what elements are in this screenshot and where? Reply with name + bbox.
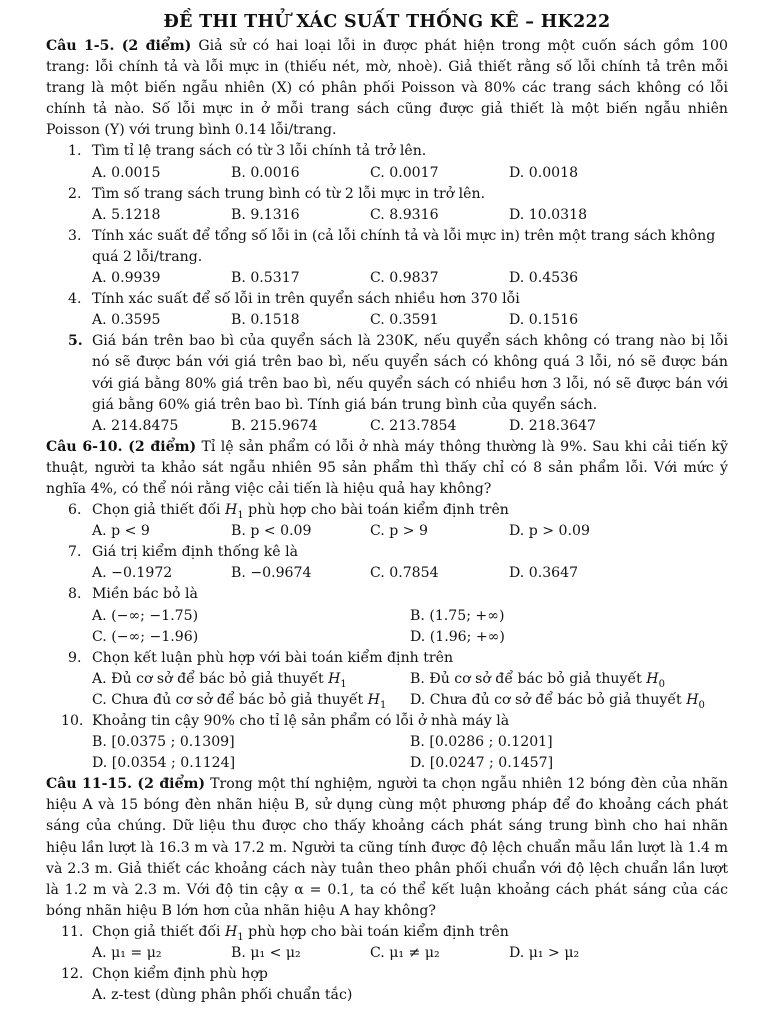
question-number: 9.	[68, 649, 82, 666]
option-a-text: A. Đủ cơ sở để bác bỏ giả thuyết	[92, 670, 329, 687]
question-5	[46, 331, 728, 415]
question-6	[46, 500, 728, 521]
hypothesis-symbol: H	[686, 691, 699, 708]
option-a: A. −0.1972	[92, 565, 173, 582]
question-text: Khoảng tin cậy 90% cho tỉ lệ sản phẩm có lỗi ở nhà máy là	[92, 713, 510, 729]
option-d: D. 0.0018	[509, 164, 579, 181]
question-text: Chọn kiểm định phù hợp	[92, 966, 268, 983]
question-number: 10.	[61, 713, 84, 729]
page-title: ĐỀ THI THỬ XÁC SUẤT THỐNG KÊ – HK222	[163, 12, 611, 32]
section-3-heading: Câu 11-15. (2 điểm)	[46, 776, 206, 793]
question-number: 3.	[68, 227, 82, 244]
option-b: B. 0.1518	[231, 312, 300, 329]
section-2-intro	[46, 437, 728, 500]
hypothesis-symbol: H	[225, 923, 238, 940]
option-c: C. 0.3591	[370, 312, 439, 329]
option-b	[410, 669, 728, 690]
option-d: D. p > 0.09	[509, 523, 590, 540]
question-7	[46, 542, 728, 563]
question-text: Chọn kết luận phù hợp với bài toán kiểm định trên	[92, 649, 454, 666]
section-2-text: Tỉ lệ sản phẩm có lỗi ở nhà máy thông thường là 9%. Sau khi cải tiến kỹ thuật, người ta khảo sát ngẫu nhiên 95 sản phẩm thì thấy chỉ có 8 sản phẩm lỗi. Với mức ý nghĩa 4%, có thể nói rằng việc cải tiến là hiệu quả hay không?	[46, 438, 728, 497]
hypothesis-subscript: 0	[658, 678, 665, 690]
question-11-options	[46, 943, 728, 964]
question-6-options	[46, 521, 728, 542]
question-4	[46, 289, 728, 310]
option-a: A. 5.1218	[92, 206, 161, 223]
hypothesis-subscript: 1	[379, 699, 387, 711]
question-5-options	[46, 416, 728, 437]
question-9-options-row-1	[46, 669, 728, 690]
section-1-heading: Câu 1-5. (2 điểm)	[46, 38, 192, 54]
question-text-end: phù hợp cho bài toán kiểm định trên	[243, 923, 509, 940]
question-2-options	[46, 205, 728, 226]
question-10	[46, 711, 728, 732]
option-c: C. 213.7854	[370, 417, 457, 434]
question-8-options-row-1	[46, 606, 728, 627]
question-text-end: phù hợp cho bài toán kiểm định trên	[243, 502, 509, 519]
hypothesis-subscript: 1	[340, 678, 347, 690]
question-7-options	[46, 563, 728, 584]
question-8-options-row-2	[46, 627, 728, 648]
hypothesis-symbol: H	[225, 502, 238, 519]
section-3-intro	[46, 774, 728, 922]
option-b-text: B. Đủ cơ sở để bác bỏ giả thuyết	[410, 670, 647, 687]
option-a: A. 0.0015	[92, 164, 161, 181]
option-b: B. μ₁ < μ₂	[231, 945, 301, 962]
option-c: C. μ₁ ≠ μ₂	[370, 945, 440, 962]
question-text: Tính xác suất để số lỗi in trên quyển sách nhiều hơn 370 lỗi	[92, 291, 520, 308]
question-10-options-row-2	[46, 753, 728, 774]
option-d: D. (1.96; +∞)	[410, 628, 505, 645]
question-4-options	[46, 310, 728, 331]
option-b: B. p < 0.09	[231, 523, 312, 540]
question-1	[46, 141, 728, 162]
question-number: 7.	[68, 544, 82, 561]
question-number: 8.	[68, 586, 82, 603]
option-b: B. 0.5317	[231, 270, 300, 287]
question-9-options-row-2	[46, 690, 728, 711]
question-8	[46, 584, 728, 605]
option-b: B. −0.9674	[231, 565, 312, 582]
question-number: 1.	[68, 143, 82, 160]
section-1-intro	[46, 36, 728, 141]
option-a	[92, 669, 410, 690]
question-number: 11.	[61, 923, 84, 940]
question-1-options	[46, 163, 728, 184]
hypothesis-symbol: H	[328, 670, 341, 687]
option-c: C. 0.9837	[370, 270, 439, 287]
option-2: B. [0.0286 ; 0.1201]	[410, 734, 553, 751]
option-c: C. 8.9316	[370, 206, 439, 223]
section-3-text: Trong một thí nghiệm, người ta chọn ngẫu nhiên 12 bóng đèn của nhãn hiệu A và 15 bóng đèn nhãn hiệu B, sử dụng cùng một phương pháp để đo khoảng cách phát sáng của chúng. Dữ liệu thu được cho thấy khoảng cách phát sáng trung bình cho hai nhãn hiệu lần lượt là 16.3 m và 17.2 m. Người ta cũng tính được độ lệch chuẩn mẫu lần lượt là 1.4 m và 2.3 m. Giả thiết các khoảng cách này tuân theo phân phối chuẩn với độ lệch chuẩn lần lượt là 1.2 m và 2.3 m. Với độ tin cậy α = 0.1, ta có thể kết luận khoảng cách phát sáng của các bóng nhãn hiệu B lớn hơn của nhãn hiệu A hay không?	[46, 776, 728, 919]
option-a: A. μ₁ = μ₂	[92, 945, 162, 962]
option-d: D. 0.3647	[509, 565, 579, 582]
option-b: B. 0.0016	[231, 164, 300, 181]
section-1-text: Giả sử có hai loại lỗi in được phát hiện trong một cuốn sách gồm 100 trang: lỗi chính tả và lỗi mực in (thiếu nét, mờ, nhoè). Giả thiết rằng số lỗi chính tả trên mỗi trang là một biến ngẫu nhiên (X) có phân phối Poisson và 80% các trang sách không có lỗi chính tả nào. Số lỗi mực in ở mỗi trang sách cũng được giả thiết là một biến ngẫu nhiên Poisson (Y) với trung bình 0.14 lỗi/trang.	[46, 38, 728, 139]
option-4: D. [0.0247 ; 0.1457]	[410, 755, 554, 772]
option-a: A. z-test (dùng phân phối chuẩn tắc)	[92, 987, 353, 1004]
option-c: C. 0.7854	[370, 565, 439, 582]
question-12	[46, 964, 728, 985]
option-a: A. 214.8475	[92, 417, 179, 434]
option-d: D. μ₁ > μ₂	[509, 945, 580, 962]
option-c	[92, 690, 410, 711]
question-9	[46, 648, 728, 669]
hypothesis-symbol: H	[646, 670, 659, 687]
hypothesis-subscript: 1	[237, 509, 244, 521]
question-text: Tìm tỉ lệ trang sách có từ 3 lỗi chính tả trở lên.	[92, 143, 427, 160]
section-2-heading: Câu 6-10. (2 điểm)	[46, 438, 197, 455]
question-text: Tính xác suất để tổng số lỗi in (cả lỗi chính tả và lỗi mực in) trên một trang sách không quá 2 lỗi/trang.	[92, 227, 716, 265]
question-text: Tìm số trang sách trung bình có từ 2 lỗi mực in trở lên.	[92, 185, 486, 202]
question-number: 4.	[68, 291, 82, 308]
question-number: 5.	[68, 333, 83, 350]
hypothesis-subscript: 1	[237, 931, 244, 943]
question-text: Miền bác bỏ là	[92, 586, 198, 603]
option-c: C. (−∞; −1.96)	[92, 628, 199, 645]
option-c-text: C. Chưa đủ cơ sở để bác bỏ giả thuyết	[92, 691, 368, 708]
option-d-text: D. Chưa đủ cơ sở để bác bỏ giả thuyết	[410, 691, 687, 708]
question-2	[46, 184, 728, 205]
option-c: C. 0.0017	[370, 164, 439, 181]
question-3	[46, 226, 728, 268]
option-d: D. 10.0318	[509, 206, 588, 223]
option-a: A. 0.9939	[92, 270, 161, 287]
option-a: A. 0.3595	[92, 312, 161, 329]
option-a: A. p < 9	[92, 523, 150, 540]
question-text: Giá bán trên bao bì của quyển sách là 230K, nếu quyển sách không có trang nào bị lỗi nó sẽ được bán với giá trên bao bì, nếu quyển sách có không quá 3 lỗi, nó sẽ được bán với giá bằng 80% giá trên bao bì, nếu quyển sách có nhiều hơn 3 lỗi, nó sẽ được bán với giá bằng 60% giá trên bao bì. Tính giá bán trung bình của quyển sách.	[92, 333, 728, 413]
option-d	[410, 690, 728, 711]
question-11	[46, 922, 728, 943]
hypothesis-subscript: 0	[698, 699, 705, 711]
option-b: B. 215.9674	[231, 417, 318, 434]
question-10-options-row-1	[46, 732, 728, 753]
option-d: D. 0.4536	[509, 270, 579, 287]
question-text: Chọn giả thiết đối	[92, 502, 226, 519]
option-1: B. [0.0375 ; 0.1309]	[92, 734, 235, 751]
option-b: B. 9.1316	[231, 206, 300, 223]
option-d: D. 0.1516	[509, 312, 579, 329]
option-b: B. (1.75; +∞)	[410, 607, 505, 624]
option-c: C. p > 9	[370, 523, 428, 540]
question-number: 2.	[68, 185, 82, 202]
hypothesis-symbol: H	[367, 691, 380, 708]
question-number: 12.	[61, 966, 84, 983]
question-text: Giá trị kiểm định thống kê là	[92, 544, 298, 561]
question-3-options	[46, 268, 728, 289]
question-text: Chọn giả thiết đối	[92, 923, 226, 940]
option-3: D. [0.0354 ; 0.1124]	[92, 755, 236, 772]
option-a: A. (−∞; −1.75)	[92, 607, 199, 624]
question-number: 6.	[68, 502, 82, 519]
option-d: D. 218.3647	[509, 417, 597, 434]
